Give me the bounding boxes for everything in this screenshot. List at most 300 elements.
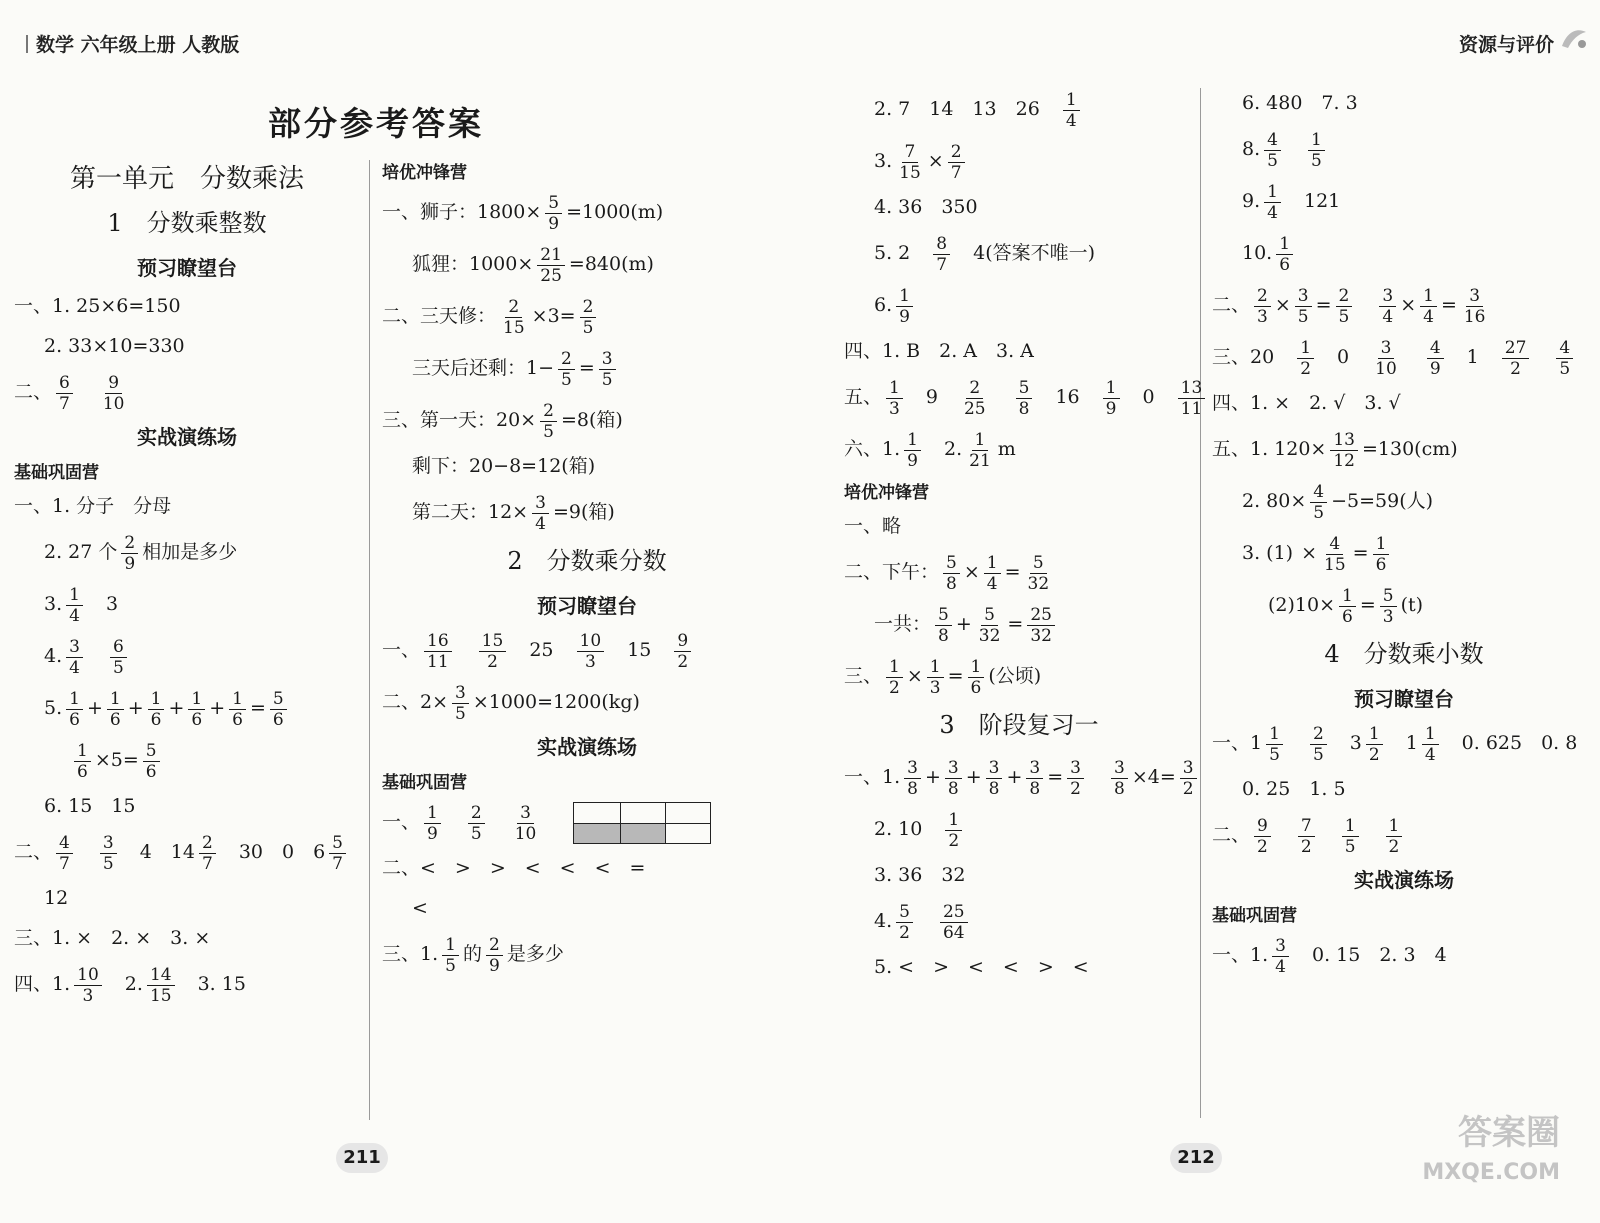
answer-line: [14, 789, 360, 823]
denominator: 5: [1269, 744, 1280, 765]
denominator: 64: [942, 922, 965, 943]
section-practice: 实战演练场: [1354, 868, 1454, 892]
numerator: 2: [199, 833, 216, 854]
denominator: 10: [102, 393, 125, 414]
column-2: [382, 158, 792, 983]
answer-line: [844, 754, 1194, 800]
denominator: 21: [969, 450, 991, 471]
denominator: 6: [109, 709, 121, 730]
fraction: [199, 833, 216, 874]
denominator: 12: [1333, 450, 1355, 471]
numerator: 8: [933, 234, 950, 255]
answer-text: =8(箱): [560, 409, 623, 431]
answer-text: m: [997, 438, 1016, 460]
numerator: 1: [66, 585, 83, 606]
denominator: 3: [1382, 606, 1394, 627]
answer-line: [844, 898, 1194, 944]
answer-line: [844, 282, 1194, 328]
denominator: 5: [470, 823, 482, 844]
numerator: 3: [1026, 758, 1043, 779]
fraction: [66, 689, 83, 730]
fraction: [1254, 816, 1271, 857]
fraction: [500, 297, 528, 338]
denominator: 7: [332, 853, 343, 874]
denominator: 5: [1267, 150, 1278, 171]
fraction: [107, 689, 124, 730]
answer-text: 2. 80×: [1242, 490, 1307, 512]
fraction: [537, 245, 565, 286]
numerator: 1: [1342, 816, 1359, 837]
answer-text: =: [1047, 766, 1064, 788]
denominator: 2: [1257, 836, 1268, 857]
subsection-basic: 基础巩固营: [1212, 906, 1297, 926]
answer-line: [1212, 334, 1596, 380]
answer-text: 3.: [874, 150, 893, 172]
answer-line: [382, 627, 792, 673]
answer-text: =1000(m): [566, 201, 664, 223]
denominator: 5: [543, 421, 554, 442]
answer-line: [14, 489, 360, 523]
numerator: 1: [74, 741, 91, 762]
numerator: 2: [1310, 724, 1327, 745]
answer-text: 25: [529, 639, 554, 661]
answer-line: [14, 737, 360, 783]
numerator: 4: [1427, 338, 1444, 359]
answer-text: (2)10×: [1268, 594, 1336, 616]
fraction: [1502, 338, 1530, 379]
numerator: 2: [121, 533, 138, 554]
fraction: [1180, 758, 1197, 799]
fraction: [540, 401, 557, 442]
fraction: [110, 637, 127, 678]
denominator: 5: [445, 955, 456, 976]
denominator: 5: [582, 317, 594, 338]
fraction: [1016, 378, 1033, 419]
fraction: [896, 286, 913, 327]
denominator: 5: [601, 369, 613, 390]
answer-text: 四、1. B 2. A 3. A: [844, 340, 1034, 362]
fraction: [66, 637, 83, 678]
denominator: 6: [232, 709, 243, 730]
book-header-right: 资源与评价: [1458, 34, 1554, 56]
denominator: 2: [1388, 836, 1400, 857]
numerator: 5: [329, 833, 346, 854]
numerator: 5: [1016, 378, 1033, 399]
answer-text: 1: [1466, 346, 1479, 368]
fraction: [545, 193, 562, 234]
fraction: [927, 657, 944, 698]
numerator: 3: [1378, 338, 1395, 359]
denominator: 8: [1029, 778, 1041, 799]
numerator: 1: [1420, 286, 1437, 307]
numerator: 6: [110, 637, 127, 658]
answer-line: [844, 138, 1194, 184]
fraction: [1330, 430, 1358, 471]
numerator: 3: [452, 683, 469, 704]
fraction: [886, 378, 903, 419]
answer-text: =130(cm): [1362, 438, 1458, 460]
answer-text: ×: [1274, 294, 1291, 316]
answer-line: [1212, 478, 1596, 524]
numerator: 3: [532, 493, 549, 514]
answer-line: [382, 799, 792, 845]
denominator: 9: [1429, 358, 1441, 379]
fraction: [961, 378, 989, 419]
denominator: 11: [1180, 398, 1203, 419]
denominator: 6: [69, 709, 80, 730]
answer-text: 一、略: [844, 515, 902, 537]
denominator: 2: [899, 922, 910, 943]
fraction: [1427, 338, 1444, 379]
answer-text: 0. 15 2. 3 4: [1311, 944, 1447, 966]
fraction: [56, 373, 73, 414]
fraction: [904, 758, 921, 799]
answer-line: [1212, 582, 1596, 628]
denominator: 9: [1105, 398, 1117, 419]
answer-line: [844, 950, 1194, 984]
subsection-basic: 基础巩固营: [382, 773, 467, 793]
numerator: 25: [1027, 605, 1055, 626]
numerator: 1: [1339, 586, 1356, 607]
answer-line: [844, 334, 1194, 368]
fraction: [1254, 286, 1271, 327]
answer-text: ×1000=1200(kg): [472, 691, 640, 713]
answer-text: 4(答案不唯一): [973, 242, 1096, 264]
doc-title: 部分参考答案: [268, 104, 484, 143]
denominator: 4: [1267, 202, 1278, 223]
numerator: 1: [896, 286, 913, 307]
denominator: 7: [59, 393, 70, 414]
fraction: [143, 741, 160, 782]
grid-row: [574, 823, 710, 824]
fraction: [1063, 90, 1080, 131]
denominator: 4: [1424, 744, 1436, 765]
fraction: [148, 689, 165, 730]
column-divider: [369, 160, 370, 1120]
answer-text: =840(m): [568, 253, 654, 275]
section-preview: 预习瞭望台: [137, 256, 237, 280]
answer-line: [382, 293, 792, 339]
answer-line: [382, 241, 792, 287]
numerator: 2: [1336, 286, 1353, 307]
answer-text: ×: [1301, 542, 1318, 564]
answer-text: 三、1. × 2. × 3. ×: [14, 927, 211, 949]
fraction: [1027, 605, 1055, 646]
numerator: 1: [1422, 724, 1439, 745]
answer-text: 3: [1349, 732, 1362, 754]
numerator: 3: [66, 637, 83, 658]
answer-text: 3. (1): [1242, 542, 1294, 564]
answer-text: 4.: [874, 910, 893, 932]
numerator: 5: [143, 741, 160, 762]
answer-text: 二、三天修：: [382, 305, 497, 327]
fraction: [986, 758, 1003, 799]
answer-line: [14, 921, 360, 955]
answer-text: =: [1440, 294, 1457, 316]
fraction: [229, 689, 246, 730]
fraction: [512, 803, 540, 844]
numerator: 13: [1178, 378, 1206, 399]
fraction: [1295, 286, 1312, 327]
denominator: 4: [69, 605, 80, 626]
book-header-text: 数学 六年级上册 人教版: [36, 34, 240, 56]
numerator: 1: [886, 657, 903, 678]
subsection-advanced: 培优冲锋营: [844, 483, 929, 503]
answer-line: [1212, 772, 1596, 806]
numerator: 5: [545, 193, 562, 214]
numerator: 13: [1330, 430, 1358, 451]
column-4: [1212, 86, 1596, 984]
answer-text: 四、1. × 2. √ 3. √: [1212, 392, 1401, 414]
numerator: 14: [147, 965, 175, 986]
numerator: 3: [945, 758, 962, 779]
denominator: 2: [948, 830, 960, 851]
answer-line: [1212, 530, 1596, 576]
denominator: 15: [503, 317, 525, 338]
denominator: 2: [1070, 778, 1081, 799]
answer-text: +: [127, 697, 144, 719]
answer-line: [844, 230, 1194, 276]
answer-text: 30 0 6: [238, 841, 326, 863]
answer-text: 2.: [943, 438, 963, 460]
numerator: 4: [1326, 534, 1343, 555]
fraction: [599, 349, 616, 390]
denominator: 4: [1275, 956, 1286, 977]
answer-text: 2. 33×10=330: [44, 335, 185, 357]
fraction: [1373, 534, 1390, 575]
denominator: 5: [1338, 306, 1350, 327]
fraction: [329, 833, 346, 874]
fraction: [1336, 286, 1353, 327]
numerator: 1: [984, 553, 1001, 574]
denominator: 7: [950, 162, 962, 183]
answer-text: (公顷): [988, 665, 1042, 687]
right-page: [800, 0, 1600, 1223]
numerator: 3: [1379, 286, 1396, 307]
numerator: 3: [1180, 758, 1197, 779]
denominator: 6: [145, 761, 157, 782]
answer-text: +: [955, 613, 972, 635]
denominator: 32: [1027, 573, 1050, 594]
answer-text: +: [86, 697, 103, 719]
fraction: [452, 683, 469, 724]
fraction: [984, 553, 1001, 594]
answer-text: +: [209, 697, 226, 719]
answer-text: 二、: [1212, 824, 1251, 846]
denominator: 5: [102, 853, 114, 874]
fraction: [1067, 758, 1084, 799]
denominator: 8: [946, 573, 957, 594]
answer-text: 2. 27 个: [44, 541, 118, 563]
answer-text: 4 14: [139, 841, 195, 863]
numerator: 2: [505, 297, 522, 318]
fraction: [66, 585, 83, 626]
fraction: [945, 810, 962, 851]
answer-text: 二、下午：: [844, 561, 940, 583]
denominator: 9: [488, 955, 500, 976]
answer-text: =: [1315, 294, 1332, 316]
denominator: 6: [1375, 554, 1387, 575]
answer-line: [382, 345, 792, 391]
numerator: 5: [1030, 553, 1047, 574]
fraction: [1025, 553, 1053, 594]
denominator: 3: [82, 985, 94, 1006]
answer-line: [1212, 720, 1596, 766]
denominator: 2: [1300, 836, 1312, 857]
denominator: 6: [191, 709, 203, 730]
denominator: 7: [59, 853, 70, 874]
numerator: 2: [948, 142, 965, 163]
numerator: 1: [1308, 130, 1325, 151]
numerator: 3: [599, 349, 616, 370]
numerator: 3: [986, 758, 1003, 779]
numerator: 1: [1386, 816, 1403, 837]
fraction: [1272, 936, 1289, 977]
numerator: 1: [1373, 534, 1390, 555]
numerator: 7: [902, 142, 919, 163]
numerator: 15: [479, 631, 507, 652]
answer-line: [844, 426, 1194, 472]
numerator: 5: [1380, 586, 1397, 607]
denominator: 2: [487, 651, 498, 672]
numerator: 5: [896, 902, 913, 923]
numerator: 1: [424, 803, 441, 824]
answer-text: 一、1.: [1212, 944, 1269, 966]
denominator: 3: [584, 651, 596, 672]
answer-text: 三、1.: [382, 943, 439, 965]
denominator: 32: [978, 625, 1001, 646]
fraction: [424, 803, 441, 844]
answer-line: [14, 581, 360, 627]
denominator: 5: [1312, 744, 1324, 765]
fraction: [532, 493, 549, 534]
answer-line: [1212, 932, 1596, 978]
denominator: 15: [1324, 554, 1346, 575]
section-preview: 预习瞭望台: [1354, 687, 1454, 711]
answer-text: ×: [963, 561, 980, 583]
numerator: 3: [904, 758, 921, 779]
answer-text: +: [924, 766, 941, 788]
answer-text: 5.: [44, 697, 63, 719]
answer-text: ×: [1400, 294, 1417, 316]
denominator: 8: [938, 625, 949, 646]
answer-line: [382, 189, 792, 235]
numerator: 5: [270, 689, 287, 710]
answer-text: ×4=: [1131, 766, 1176, 788]
denominator: 4: [535, 513, 546, 534]
fraction: [1372, 338, 1400, 379]
answer-text: 狐狸：1000×: [412, 253, 534, 275]
answer-text: 3. 15: [197, 973, 246, 995]
answer-text: 2. 7 14 13 26: [874, 98, 1040, 120]
fraction: [1266, 724, 1283, 765]
column-3: [844, 86, 1203, 990]
answer-line: [1212, 230, 1596, 276]
denominator: 15: [149, 985, 172, 1006]
fraction: [74, 741, 91, 782]
answer-text: 三、: [844, 665, 883, 687]
answer-line: [14, 529, 360, 575]
numerator: 9: [674, 631, 691, 652]
numerator: 3: [1272, 936, 1289, 957]
fraction: [486, 935, 503, 976]
numerator: 3: [100, 833, 117, 854]
fraction: [147, 965, 175, 1006]
answer-text: 五、: [844, 386, 883, 408]
numerator: 1: [972, 430, 989, 451]
answer-text: (t): [1400, 594, 1424, 616]
answer-line: [1212, 282, 1596, 328]
numerator: 9: [1254, 816, 1271, 837]
denominator: 2: [1510, 358, 1521, 379]
denominator: 32: [1030, 625, 1052, 646]
answer-text: =: [947, 665, 964, 687]
denominator: 8: [947, 778, 959, 799]
numerator: 1: [107, 689, 124, 710]
answer-text: 五、1. 120×: [1212, 438, 1327, 460]
fraction: [1380, 586, 1397, 627]
answer-text: 二、: [14, 841, 53, 863]
answer-line: [14, 329, 360, 363]
answer-line: [14, 369, 360, 415]
answer-text: =: [1004, 561, 1021, 583]
answer-line: [844, 858, 1194, 892]
column-1: [14, 158, 360, 1013]
fraction: [948, 142, 965, 183]
numerator: 10: [577, 631, 605, 652]
answer-line: [1212, 126, 1596, 172]
fraction: [886, 657, 903, 698]
numerator: 1: [442, 935, 459, 956]
answer-line: [382, 891, 792, 925]
fraction: [74, 965, 102, 1006]
denominator: 3: [929, 677, 941, 698]
answer-text: +: [168, 697, 185, 719]
answer-text: 9: [925, 386, 938, 408]
numerator: 5: [943, 553, 960, 574]
fraction: [1298, 816, 1315, 857]
answer-text: 1: [1405, 732, 1418, 754]
fraction: [100, 373, 128, 414]
answer-text: 15: [627, 639, 652, 661]
numerator: 3: [1067, 758, 1084, 779]
lesson-title: 3 阶段复习一: [939, 711, 1099, 739]
fraction: [479, 631, 507, 672]
answer-line: [1212, 812, 1596, 858]
answer-text: 二、: [14, 381, 53, 403]
fraction: [1339, 586, 1356, 627]
fraction: [1264, 130, 1281, 171]
answer-text: 0. 25 1. 5: [1242, 778, 1346, 800]
denominator: 8: [988, 778, 1000, 799]
answer-text: 4.: [44, 645, 63, 667]
fraction: [468, 803, 485, 844]
answer-line: [382, 489, 792, 535]
denominator: 25: [963, 398, 986, 419]
numerator: 6: [56, 373, 73, 394]
denominator: 7: [936, 254, 948, 275]
answer-line: [844, 86, 1194, 132]
numerator: 1: [904, 430, 921, 451]
denominator: 2: [1368, 744, 1380, 765]
answer-text: <: [412, 897, 428, 919]
numerator: 2: [966, 378, 983, 399]
answer-text: 12: [44, 887, 69, 909]
answer-text: 5. < > < < > <: [874, 956, 1089, 978]
denominator: 6: [1279, 254, 1291, 275]
denominator: 5: [1297, 306, 1309, 327]
answer-line: [382, 397, 792, 443]
